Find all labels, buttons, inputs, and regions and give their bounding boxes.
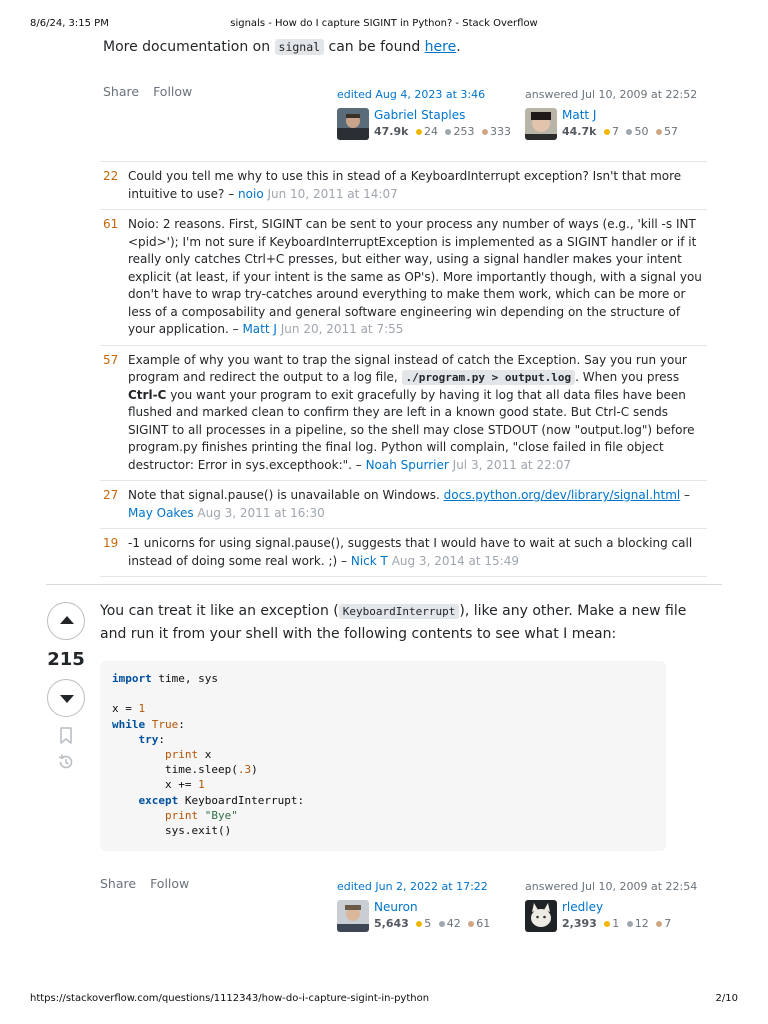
code-string: "Bye" [204, 808, 238, 822]
print-url: https://stackoverflow.com/questions/1112343/how-do-i-capture-sigint-in-python [30, 993, 430, 1004]
bronze-badge-icon [468, 921, 474, 927]
code-text: time, sys [151, 672, 218, 685]
silver-badge-icon [627, 921, 633, 927]
reputation [562, 125, 678, 138]
reputation-score: 47.9k [374, 125, 409, 138]
user-card [337, 900, 517, 932]
arrow-down-icon [60, 695, 74, 703]
reputation [374, 125, 511, 138]
print-page-title: signals - How do I capture SIGINT in Python? - Stack Overflow [230, 18, 538, 29]
gold-count: 1 [612, 917, 620, 930]
reputation [374, 917, 490, 930]
answer-body [100, 600, 710, 645]
history-icon[interactable] [57, 753, 75, 771]
code-keyword: print [164, 808, 199, 822]
upvote-button[interactable] [47, 602, 85, 640]
comment-score: 19 [103, 536, 119, 550]
comment-text: . When you press [575, 370, 680, 384]
code-keyword: import [112, 672, 152, 685]
comment-date[interactable]: Jun 10, 2011 at 14:07 [267, 186, 398, 201]
reputation-score: 2,393 [562, 917, 597, 930]
user-name-link[interactable]: Matt J [562, 108, 597, 122]
comment-text: -1 unicorns for using signal.pause(), suggests that I would have to wait at such a blocking call instead of doing some real work. ;) – [128, 536, 693, 568]
user-signature-editor [337, 880, 491, 930]
code-number: 1 [198, 778, 205, 792]
comment-score: 27 [103, 488, 119, 502]
doc-text: can be found [324, 39, 425, 55]
answer-text: You can treat it like an exception ( [100, 603, 339, 619]
comment-date[interactable]: Jul 3, 2011 at 22:07 [452, 457, 572, 472]
inline-code: signal [275, 39, 325, 55]
silver-count: 253 [453, 125, 475, 138]
edited-timestamp[interactable]: edited Aug 4, 2023 at 3:46 [337, 88, 486, 101]
code-text: time.sleep( [164, 763, 238, 777]
comments-divider [100, 576, 707, 577]
answer-text: ), like any other. Make a new file and run it from your shell with the following contents to see what I mean: [100, 603, 687, 642]
comment-text: – [680, 488, 691, 502]
comment [100, 209, 707, 345]
share-link[interactable]: Share [103, 84, 140, 99]
comment-score: 61 [103, 217, 119, 231]
print-footer [0, 993, 768, 1007]
gold-badge-icon [604, 921, 610, 927]
user-signature-author [525, 88, 698, 138]
comment-score: 22 [103, 169, 119, 183]
comment [100, 528, 707, 576]
code-text: x += [164, 778, 199, 792]
doc-text: . [456, 39, 461, 55]
comment-text: you want your program to exit gracefully by having it log that all data files have been flushed and marked clean to confirm they are left in a known good state. But Ctrl-C sends SIGINT to all processes in a pipeline, so the shell may close STDOUT (now "output.log") before program.py finishes printing the final log. Python will complain, "close failed in file object destructor: Error in sys.excepthook:". – [128, 387, 695, 472]
arrow-up-icon [60, 616, 74, 624]
comment-user-link[interactable]: Noah Spurrier [365, 457, 449, 472]
comment-date[interactable]: Aug 3, 2011 at 16:30 [197, 505, 325, 520]
comment-text: Note that signal.pause() is unavailable on Windows. [128, 488, 444, 502]
code-literal: True [151, 717, 179, 731]
gold-badge-icon [416, 921, 422, 927]
bronze-count: 333 [489, 125, 511, 138]
code-text: : [158, 732, 165, 746]
code-text: x [198, 748, 212, 762]
comment-user-link[interactable]: noio [238, 186, 264, 201]
silver-badge-icon [439, 921, 445, 927]
code-number: 1 [138, 702, 146, 716]
inline-code: KeyboardInterrupt [339, 604, 460, 619]
post-menu [103, 84, 202, 99]
bronze-count: 7 [664, 917, 672, 930]
follow-link[interactable]: Follow [150, 876, 190, 891]
post-menu [100, 876, 199, 891]
print-datetime: 8/6/24, 3:15 PM [30, 18, 109, 29]
silver-badge-icon [626, 129, 632, 135]
silver-count: 42 [446, 917, 461, 930]
comments-list [100, 161, 707, 577]
comment-text: Could you tell me why to use this in stead of a KeyboardInterrupt exception? Isn't that more intuitive to use? – [128, 169, 682, 201]
comment [100, 480, 707, 528]
comment-text: Example of why you want to trap the signal instead of catch the Exception. Say you run your program and redirect the output to a log file, [128, 352, 687, 384]
comment-user-link[interactable]: May Oakes [128, 505, 194, 520]
gold-count: 5 [424, 917, 432, 930]
answered-timestamp[interactable]: answered Jul 10, 2009 at 22:54 [525, 880, 698, 893]
code-keyword: except [138, 793, 179, 807]
avatar[interactable] [337, 900, 369, 932]
comment-text: Noio: 2 reasons. First, SIGINT can be sent to your process any number of ways (e.g., 'kill -s INT <pid>'); I'm not sure if KeyboardInterruptException is implemented as a SIGINT handler or if it really only catches Ctrl+C presses, but either way, using a signal handler makes your intent explicit (at least, if your intent is the same as OP's). More importantly though, with a signal you don't have to wrap try-catches around everything to make them work, which can be more or less of a composability and general software engineering win depending on the structure of your application. – [128, 217, 702, 336]
gold-badge-icon [604, 129, 610, 135]
reputation-score: 5,643 [374, 917, 409, 930]
code-text: sys.exit() [164, 824, 232, 838]
comment [100, 345, 707, 481]
comment-date[interactable]: Aug 3, 2014 at 15:49 [391, 553, 520, 568]
bronze-badge-icon [656, 921, 662, 927]
user-name-link[interactable]: Gabriel Staples [374, 108, 466, 122]
reputation-score: 44.7k [562, 125, 597, 138]
code-keyword: try [138, 732, 159, 746]
doc-line [103, 36, 461, 58]
bronze-badge-icon [656, 129, 662, 135]
doc-text: More documentation on [103, 39, 275, 55]
edited-timestamp[interactable]: edited Jun 2, 2022 at 17:22 [337, 880, 488, 893]
user-card [337, 108, 517, 140]
bookmark-icon[interactable] [59, 727, 73, 745]
answer-divider [46, 584, 722, 585]
user-name-link[interactable]: rledley [562, 900, 604, 914]
comment-date[interactable]: Jun 20, 2011 at 7:55 [280, 322, 404, 336]
share-link[interactable]: Share [100, 876, 137, 891]
code-text: x = [112, 702, 139, 716]
user-signature-author [525, 880, 698, 930]
bronze-count: 61 [476, 917, 491, 930]
inline-code: ./program.py > output.log [402, 370, 576, 385]
user-card [525, 108, 705, 140]
reputation [562, 917, 671, 930]
doc-link[interactable]: here [424, 39, 457, 55]
avatar[interactable] [525, 900, 557, 932]
code-number: .3 [237, 763, 252, 777]
comment [100, 161, 707, 209]
silver-badge-icon [445, 129, 451, 135]
vote-cell [46, 602, 86, 771]
code-text: ) [251, 763, 258, 777]
comment-body [128, 535, 707, 570]
comment-doc-link[interactable]: docs.python.org/dev/library/signal.html [443, 488, 681, 502]
comment-body [128, 352, 707, 475]
comment-score: 57 [103, 352, 119, 367]
comment-body [128, 168, 707, 203]
comment-body [128, 216, 707, 339]
code-block [100, 661, 666, 851]
avatar[interactable] [525, 108, 557, 140]
comment-user-link[interactable]: Matt J [242, 322, 277, 336]
comment-bold: Ctrl-C [128, 387, 167, 402]
user-name-link[interactable]: Neuron [374, 900, 418, 914]
bronze-count: 57 [663, 125, 678, 138]
comment-body [128, 487, 707, 522]
print-page-number: 2/10 [715, 993, 738, 1004]
silver-count: 50 [634, 125, 649, 138]
code-text: KeyboardInterrupt: [178, 793, 305, 807]
avatar[interactable] [337, 108, 369, 140]
downvote-button[interactable] [47, 679, 85, 717]
code-keyword: while [112, 717, 146, 731]
bronze-badge-icon [482, 129, 488, 135]
user-signature-editor [337, 88, 511, 138]
silver-count: 12 [634, 917, 649, 930]
follow-link[interactable]: Follow [153, 84, 193, 99]
gold-badge-icon [416, 129, 422, 135]
code-text: : [178, 717, 185, 731]
gold-count: 24 [423, 125, 438, 138]
gold-count: 7 [611, 125, 619, 138]
answered-timestamp[interactable]: answered Jul 10, 2009 at 22:52 [525, 88, 698, 101]
user-card [525, 900, 705, 932]
comment-user-link[interactable]: Nick T [350, 553, 388, 568]
vote-count: 215 [47, 649, 85, 670]
code-keyword: print [164, 748, 199, 762]
print-header [0, 18, 768, 32]
